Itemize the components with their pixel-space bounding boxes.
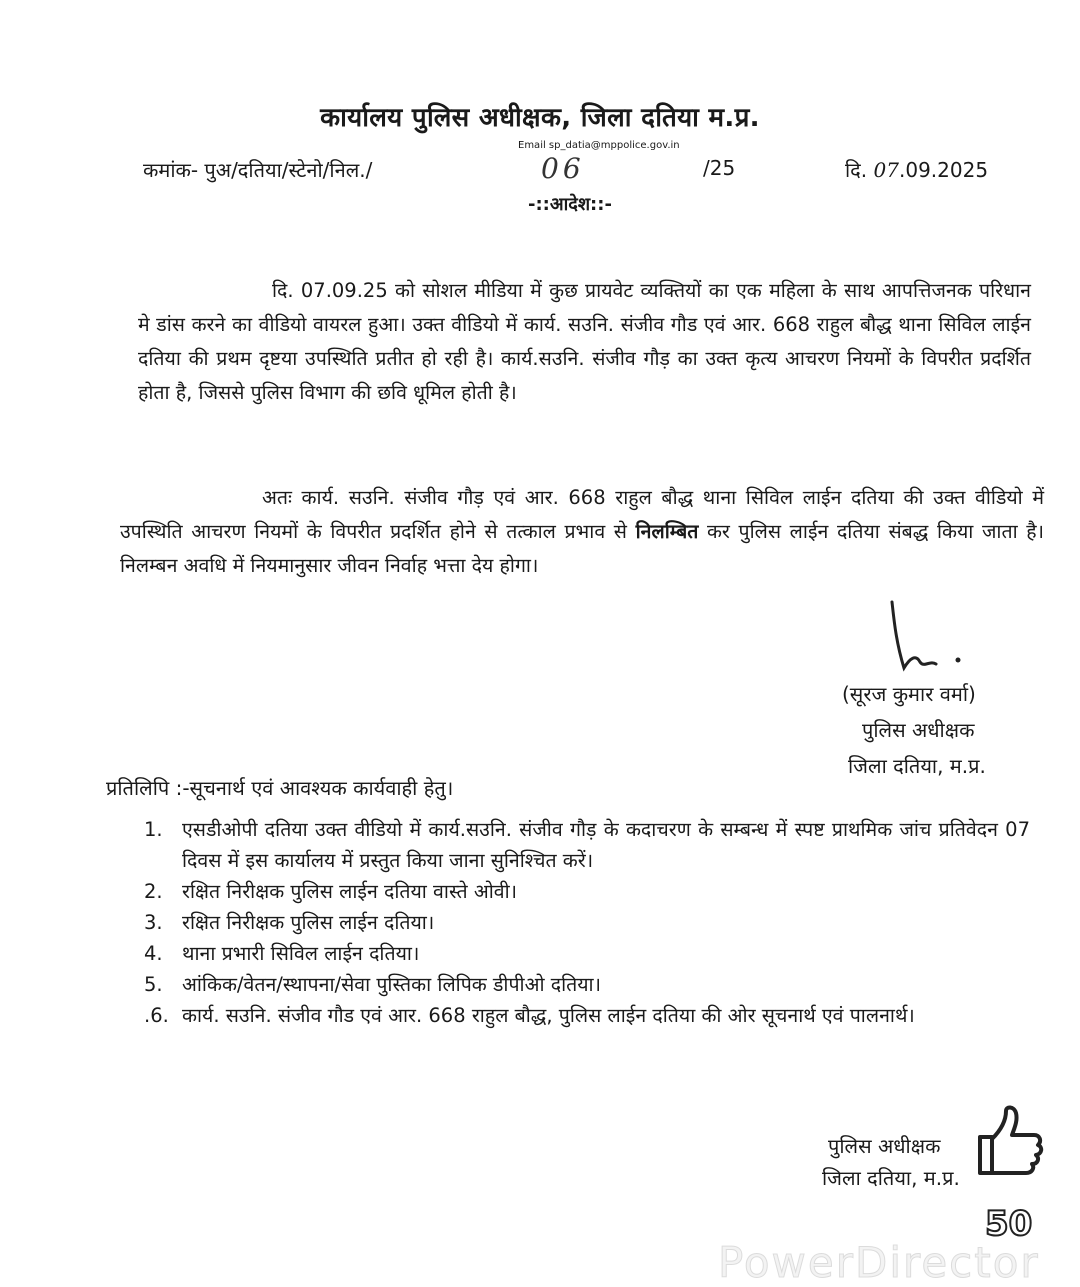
like-count: 50 bbox=[985, 1204, 1033, 1244]
copy-item-text: रक्षित निरीक्षक पुलिस लाईन दतिया वास्ते ओवी। bbox=[182, 880, 518, 903]
copy-heading: प्रतिलिपि :-सूचनार्थ एवं आवश्यक कार्यवाही हेतु। bbox=[106, 776, 454, 800]
date-prefix: दि. bbox=[845, 158, 868, 182]
copy-item-number: 5. bbox=[144, 973, 163, 996]
order-heading: -::आदेश::- bbox=[528, 194, 612, 215]
footer-signature bbox=[822, 1130, 960, 1194]
copy-item bbox=[140, 876, 1030, 907]
app-watermark: PowerDirector bbox=[718, 1238, 1040, 1287]
handwritten-date-day: 07 bbox=[873, 158, 899, 182]
date-rest: .09.2025 bbox=[898, 158, 989, 182]
copy-item-number: 1. bbox=[144, 818, 163, 841]
footer-designation: पुलिस अधीक्षक bbox=[828, 1134, 941, 1158]
suspended-word: निलम्बित bbox=[635, 519, 699, 543]
signatory-district: जिला दतिया, म.प्र. bbox=[848, 754, 986, 778]
signatory-block bbox=[842, 676, 986, 784]
signatory-designation: पुलिस अधीक्षक bbox=[862, 718, 975, 742]
copy-item bbox=[140, 907, 1030, 938]
paragraph-2-text: अतः कार्य. सउनि. संजीव गौड़ एवं आर. 668 राहुल बौद्ध थाना सिविल लाईन दतिया की उक्त वीडियो में उपस्थिति आचरण नियमों के विपरीत प्रदर्शित होने से तत्काल प्रभाव से bbox=[120, 485, 1044, 543]
office-title: कार्यालय पुलिस अधीक्षक, जिला दतिया म.प्र. bbox=[320, 103, 760, 133]
copy-item bbox=[140, 814, 1030, 876]
copy-item-number: 2. bbox=[144, 880, 163, 903]
signatory-name: (सूरज कुमार वर्मा) bbox=[842, 682, 976, 706]
order-paragraph-2 bbox=[120, 481, 1044, 583]
copy-item-text: रक्षित निरीक्षक पुलिस लाईन दतिया। bbox=[182, 911, 435, 934]
copy-item-text: आंकिक/वेतन/स्थापना/सेवा पुस्तिका लिपिक डीपीओ दतिया। bbox=[182, 973, 602, 996]
reference-year: /25 bbox=[703, 156, 736, 180]
copy-list bbox=[140, 814, 1030, 1031]
paragraph-2-text-end: कर पुलिस लाईन दतिया संबद्ध किया जाता है। निलम्बन अवधि में नियमानुसार जीवन निर्वाह भत्ता देय होगा। bbox=[120, 519, 1045, 577]
copy-item-text: थाना प्रभारी सिविल लाईन दतिया। bbox=[182, 942, 420, 965]
footer-district: जिला दतिया, म.प्र. bbox=[822, 1166, 960, 1190]
thumbs-up-icon[interactable] bbox=[972, 1103, 1048, 1179]
office-email: Email sp_datia@mppolice.gov.in bbox=[518, 140, 680, 151]
copy-item-number: .6. bbox=[144, 1004, 169, 1027]
signature-mark bbox=[880, 598, 970, 678]
copy-item-text: एसडीओपी दतिया उक्त वीडियो में कार्य.सउनि. संजीव गौड़ के कदाचरण के सम्बन्ध में स्पष्ट प्राथमिक जांच प्रतिवेदन 07 दिवस में इस कार्यालय में प्रस्तुत किया जाना सुनिश्चित करें। bbox=[182, 818, 1030, 872]
copy-item bbox=[140, 1000, 1030, 1031]
copy-item bbox=[140, 969, 1030, 1000]
order-date bbox=[845, 156, 988, 183]
copy-item-text: कार्य. सउनि. संजीव गौड एवं आर. 668 राहुल बौद्ध, पुलिस लाईन दतिया की ओर सूचनार्थ एवं पालनार्थ। bbox=[182, 1004, 915, 1027]
copy-item-number: 4. bbox=[144, 942, 163, 965]
order-paragraph-1: दि. 07.09.25 को सोशल मीडिया में कुछ प्रायवेट व्यक्तियों का एक महिला के साथ आपत्तिजनक परिधान मे डांस करने का वीडियो वायरल हुआ। उक्त वीडियो में कार्य. सउनि. संजीव गौड एवं आर. 668 राहुल बौद्ध थाना सिविल लाईन दतिया की प्रथम दृष्टया उपस्थिति प्रतीत हो रही है। कार्य.सउनि. संजीव गौड़ का उक्त कृत्य आचरण नियमों के विपरीत प्रदर्शित होता है, जिससे पुलिस विभाग की छवि धूमिल होती है। bbox=[138, 278, 1031, 404]
handwritten-reference-number: 06 bbox=[541, 152, 585, 185]
copy-item bbox=[140, 938, 1030, 969]
reference-line bbox=[143, 152, 1013, 188]
copy-item-number: 3. bbox=[144, 911, 163, 934]
reference-number: कमांक- पुअ/दतिया/स्टेनो/निल./ bbox=[143, 158, 373, 182]
